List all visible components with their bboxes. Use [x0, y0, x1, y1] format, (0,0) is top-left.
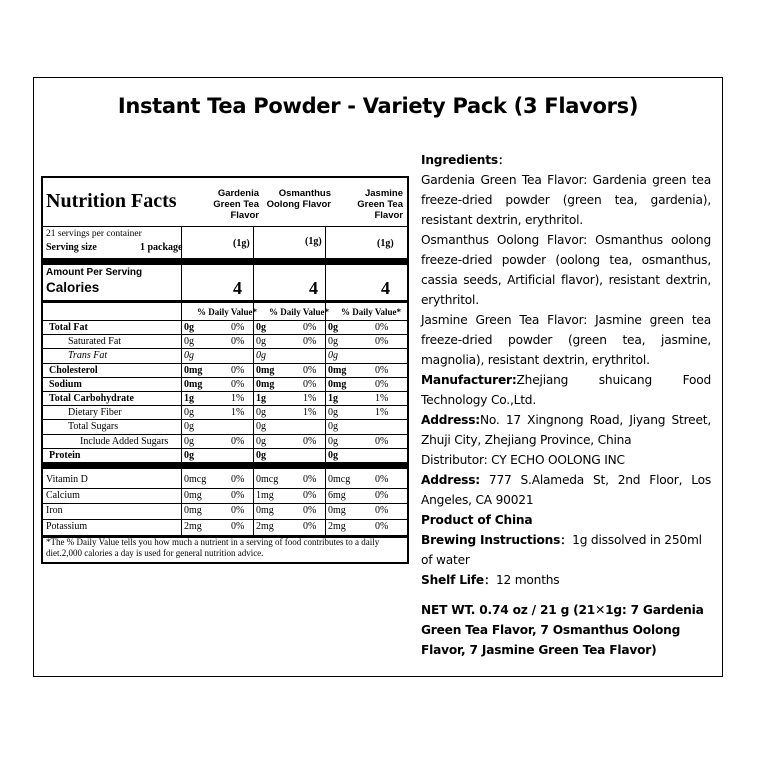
brewing-label: Brewing Instructions：	[421, 533, 573, 547]
vitamin-percent: 0%	[303, 489, 317, 501]
nutrient-amount: 1g	[256, 393, 266, 404]
nutrient-amount: 0g	[256, 350, 266, 362]
vitamin-percent: 0%	[375, 520, 389, 532]
calories-jasmine: 4	[381, 278, 390, 298]
row-divider	[43, 462, 407, 469]
nutrient-amount: 0g	[328, 449, 338, 461]
nutrient-amount: 0g	[328, 322, 338, 333]
vitamin-percent: 0%	[375, 474, 389, 485]
nutrient-percent: 0%	[303, 378, 317, 390]
nutrient-amount: 1g	[328, 393, 338, 404]
nutrient-percent: 0%	[303, 322, 317, 333]
vitamin-amount: 0mcg	[184, 474, 207, 485]
nutrient-percent: 0%	[303, 364, 317, 376]
vitamin-percent: 0%	[231, 505, 245, 516]
nutrient-name: Total Sugars	[68, 421, 119, 433]
nutrient-percent: 0%	[375, 322, 389, 333]
nutrient-amount: 1g	[184, 393, 194, 404]
nutrient-amount: 0mg	[184, 364, 203, 376]
column-header-jasmine: Jasmine Green Tea Flavor	[357, 188, 403, 221]
vitamin-percent: 0%	[303, 505, 317, 516]
product-origin: Product of China	[421, 513, 533, 527]
distributor-address	[421, 470, 711, 510]
vitamin-amount: 0mcg	[328, 474, 351, 485]
nutrient-name: Saturated Fat	[68, 336, 122, 348]
nutrient-amount: 0mg	[256, 378, 275, 390]
row-divider	[43, 405, 407, 406]
row-divider	[43, 488, 407, 489]
ingredients-gardenia: Gardenia Green Tea Flavor: Gardenia green tea freeze-dried powder (green tea, gardenia), resistant dextrin, erythritol.	[421, 173, 711, 227]
nutrient-percent: 0%	[231, 336, 245, 348]
row-divider	[43, 519, 407, 520]
nutrient-name: Dietary Fiber	[68, 407, 122, 419]
calories-gardenia: 4	[233, 278, 242, 298]
address-value: No. 17 Xingnong Road, Jiyang Street, Zhuji City, Zhejiang Province, China	[421, 413, 711, 447]
ingredients-jasmine: Jasmine Green Tea Flavor: Jasmine green tea freeze-dried powder (green tea, jasmine, magnolia), resistant dextrin, erythritol.	[421, 313, 711, 367]
nutrient-amount: 0g	[256, 336, 266, 348]
row-divider	[43, 334, 407, 335]
nutrient-percent: 0%	[375, 364, 389, 376]
page-title: Instant Tea Powder - Variety Pack (3 Flavors)	[117, 94, 639, 118]
distributor: Distributor: CY ECHO OOLONG INC	[421, 453, 625, 467]
product-info	[421, 150, 711, 590]
distributor-address-label: Address:	[421, 473, 480, 487]
nutrient-amount: 0g	[256, 435, 266, 447]
nutrient-amount: 0g	[328, 421, 338, 433]
nutrient-percent: 1%	[303, 393, 317, 404]
vitamin-name: Iron	[46, 505, 63, 516]
nutrient-name: Total Fat	[49, 322, 88, 333]
shelf-life-label: Shelf Life：	[421, 573, 496, 587]
divider	[43, 226, 407, 227]
nutrient-amount: 0g	[328, 350, 338, 362]
row-divider	[43, 377, 407, 378]
nutrient-amount: 0g	[256, 421, 266, 433]
row-divider	[43, 348, 407, 349]
nutrient-percent: 1%	[231, 393, 245, 404]
row-divider	[43, 434, 407, 435]
nutrient-amount: 0g	[184, 407, 194, 419]
serving-weight-jasmine: (1g)	[377, 238, 394, 249]
manufacturer-value: Zhejiang shuicang Food Technology Co.,Ltd.	[421, 373, 711, 407]
nutrient-name: Sodium	[49, 378, 82, 390]
serving-size-label: Serving size	[46, 242, 97, 253]
nutrient-percent: 0%	[303, 336, 317, 348]
serving-size-value: 1 package	[140, 242, 183, 253]
nutrition-facts-heading: Nutrition Facts	[46, 190, 177, 212]
vitamin-amount: 0mg	[184, 505, 202, 516]
nutrient-name: Protein	[49, 449, 81, 461]
nutrient-amount: 0g	[184, 322, 194, 333]
nutrient-name: Total Carbohydrate	[49, 393, 134, 404]
nutrient-amount: 0mg	[328, 364, 347, 376]
nutrient-amount: 0g	[184, 421, 194, 433]
row-divider	[43, 419, 407, 420]
row-divider	[43, 448, 407, 449]
calories-osmanthus: 4	[309, 278, 318, 298]
nutrient-percent: 0%	[375, 336, 389, 348]
vitamin-amount: 2mg	[328, 520, 346, 532]
nutrient-percent: 0%	[375, 378, 389, 390]
nutrient-percent: 0%	[231, 378, 245, 390]
nutrient-name: Trans Fat	[68, 350, 108, 362]
vitamin-percent: 0%	[375, 489, 389, 501]
nutrient-percent: 0%	[231, 364, 245, 376]
nutrient-amount: 0g	[184, 350, 194, 362]
vitamin-percent: 0%	[231, 474, 245, 485]
shelf-life-value: 12 months	[495, 573, 560, 587]
nutrient-amount: 0g	[184, 336, 194, 348]
nutrient-percent: 1%	[375, 393, 389, 404]
manufacturer-label: Manufacturer:	[421, 373, 517, 387]
nutrient-percent: 0%	[303, 435, 317, 447]
vitamin-amount: 6mg	[328, 489, 346, 501]
nutrient-amount: 0g	[328, 435, 338, 447]
vitamin-percent: 0%	[303, 520, 317, 532]
servings-per-container: 21 servings per container	[46, 229, 142, 239]
nutrient-percent: 1%	[303, 407, 317, 419]
calories-label: Calories	[46, 280, 100, 295]
nutrient-amount: 0g	[256, 322, 266, 333]
daily-value-footnote: *The % Daily Value tells you how much a nutrient in a serving of food contributes to a daily diet.2,000 calories a day is used for general nutrition advice.	[46, 537, 380, 558]
vitamin-name: Calcium	[46, 489, 80, 501]
nutrition-facts-panel	[41, 176, 409, 564]
column-header-gardenia: Gardenia Green Tea Flavor	[213, 188, 259, 221]
nutrient-amount: 0g	[328, 336, 338, 348]
shelf-life	[421, 570, 711, 590]
manufacturer	[421, 370, 711, 410]
column-separator	[253, 226, 254, 535]
vitamin-amount: 0mg	[256, 505, 274, 516]
column-separator	[181, 226, 182, 535]
nutrient-amount: 0mg	[184, 378, 203, 390]
dv-header-jasmine: % Daily Value*	[341, 307, 402, 317]
nutrient-amount: 0g	[328, 407, 338, 419]
nutrient-amount: 0g	[256, 449, 266, 461]
vitamin-amount: 2mg	[184, 520, 202, 532]
nutrient-percent: 0%	[231, 322, 245, 333]
nutrient-name: Cholesterol	[49, 364, 98, 376]
nutrient-percent: 1%	[375, 407, 389, 419]
vitamin-amount: 1mg	[256, 489, 274, 501]
vitamin-percent: 0%	[303, 474, 317, 485]
column-header-osmanthus: Osmanthus Oolong Flavor	[266, 188, 331, 210]
vitamin-amount: 0mg	[328, 505, 346, 516]
row-divider	[43, 363, 407, 364]
vitamin-amount: 0mcg	[256, 474, 279, 485]
vitamin-name: Potassium	[46, 520, 88, 532]
address-label: Address:	[421, 413, 480, 427]
net-weight: NET WT. 0.74 oz / 21 g (21✕1g: 7 Gardenia Green Tea Flavor, 7 Osmanthus Oolong Flavor, 7 Jasmine Green Tea Flavor)	[421, 603, 704, 657]
serving-weight-gardenia: (1g)	[233, 238, 250, 249]
brewing-instructions	[421, 530, 711, 570]
row-divider	[43, 391, 407, 392]
nutrient-amount: 0g	[184, 435, 194, 447]
vitamin-amount: 0mg	[184, 489, 202, 501]
vitamin-amount: 2mg	[256, 520, 274, 532]
nutrient-amount: 0mg	[256, 364, 275, 376]
serving-weight-osmanthus: (1g)	[305, 236, 322, 247]
dv-header-osmanthus: % Daily Value*	[269, 307, 330, 317]
nutrient-percent: 0%	[375, 435, 389, 447]
thick-divider	[43, 258, 407, 265]
ingredients-osmanthus: Osmanthus Oolong Flavor: Osmanthus oolong freeze-dried powder (oolong tea, osmanthus, cassia seeds, Artificial flavor), resistant dextrin, erythritol.	[421, 233, 711, 307]
vitamin-percent: 0%	[231, 489, 245, 501]
amount-per-serving: Amount Per Serving	[46, 267, 143, 278]
vitamin-name: Vitamin D	[46, 474, 88, 485]
nutrient-amount: 0g	[256, 407, 266, 419]
row-divider	[43, 320, 407, 321]
nutrient-amount: 0g	[184, 449, 194, 461]
nutrient-amount: 0mg	[328, 378, 347, 390]
column-separator	[325, 226, 326, 535]
nutrient-percent: 0%	[231, 435, 245, 447]
brewing-value: 1g dissolved in 250ml of water	[421, 533, 702, 567]
nutrient-percent: 1%	[231, 407, 245, 419]
dv-header-gardenia: % Daily Value*	[197, 307, 258, 317]
ingredients-label: Ingredients：	[421, 153, 510, 167]
vitamin-percent: 0%	[231, 520, 245, 532]
medium-divider	[43, 300, 407, 303]
vitamin-percent: 0%	[375, 505, 389, 516]
manufacturer-address	[421, 410, 711, 450]
nutrient-name: Include Added Sugars	[80, 435, 169, 447]
distributor-address-value: 777 S.Alameda St, 2nd Floor, Los Angeles, CA 90021	[421, 473, 711, 507]
row-divider	[43, 503, 407, 504]
